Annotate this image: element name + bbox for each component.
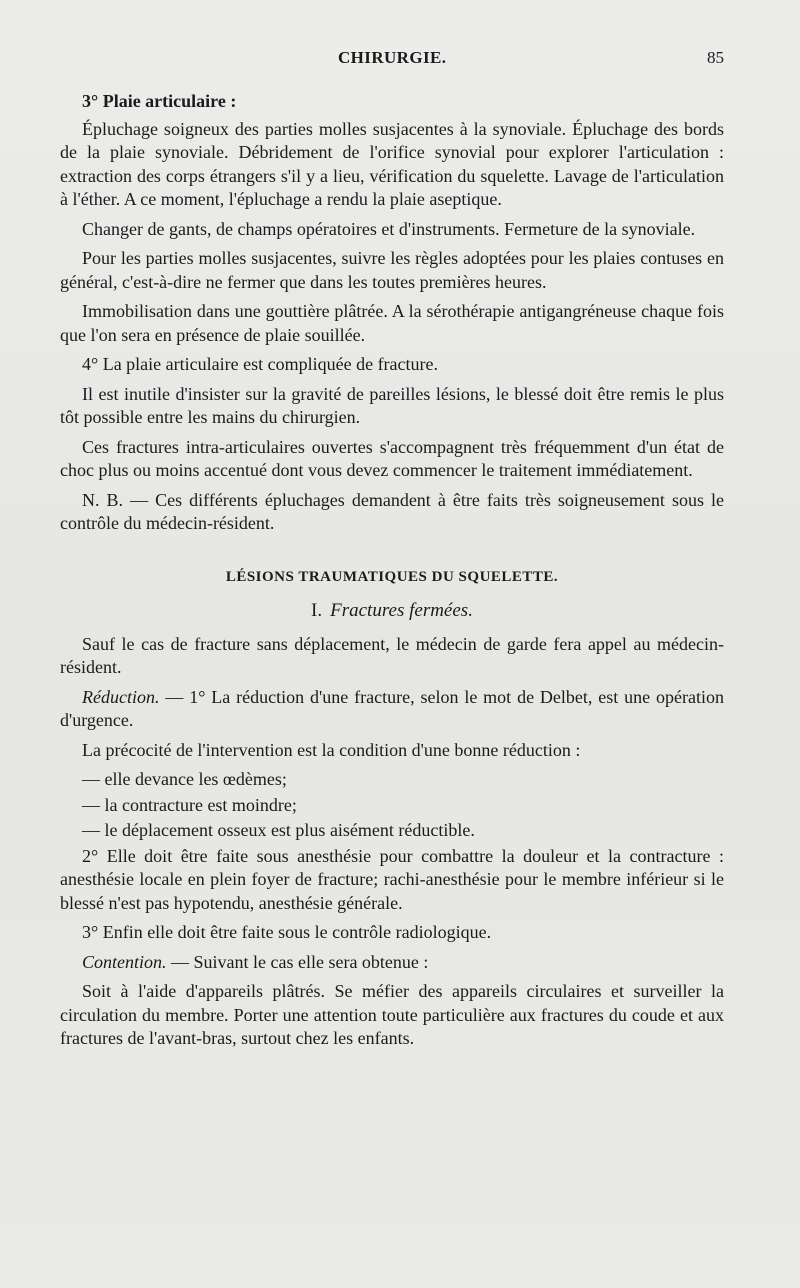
paragraph: Épluchage soigneux des parties molles susjacentes à la synoviale. Épluchage des bords de la plaie synoviale. Débridement de l'orifice synovial pour explorer l'articulation : extraction des corps étrangers s'il y a lieu, vérification du squelette. Lavage de l'articulation à l'éther. A ce moment, l'épluchage a rendu la plaie aseptique. bbox=[60, 118, 724, 209]
page-number: 85 bbox=[707, 48, 724, 67]
subsection-text: Fractures fermées. bbox=[330, 600, 473, 621]
paragraph: 2° Elle doit être faite sous anesthésie pour combattre la douleur et la contracture : anesthésie locale en plein foyer de fracture; rachi-anesthésie pour le membre inférieur si le blessé n'est pas hypotendu, anesthésie générale. bbox=[60, 845, 724, 913]
reduction-text: — 1° La réduction d'une fracture, selon le mot de Delbet, est une opération d'urgence. bbox=[60, 686, 724, 730]
heading-fracture-complication: 4° La plaie articulaire est compliquée de fracture. bbox=[82, 354, 439, 374]
running-head: CHIRURGIE. bbox=[338, 48, 447, 67]
paragraph: Ces fractures intra-articulaires ouvertes s'accompagnent très fréquemment d'un état de choc plus ou moins accentué dont vous devez commencer le traitement immédiatement. bbox=[60, 436, 724, 480]
subsection-number: I. bbox=[311, 600, 323, 621]
subsection-title bbox=[60, 599, 724, 623]
reduction-label: Réduction. bbox=[82, 686, 160, 707]
note-nb: N. B. — Ces différents épluchages demandent à être faits très soigneusement sous le contrôle du médecin-résident. bbox=[60, 489, 724, 533]
paragraph: Immobilisation dans une gouttière plâtrée. A la sérothérapie antigangréneuse chaque fois que l'on sera en présence de plaie souillée. bbox=[60, 301, 724, 345]
reduction-paragraph bbox=[60, 686, 724, 733]
paragraph: La précocité de l'intervention est la condition d'une bonne réduction : bbox=[82, 739, 581, 760]
contention-label: Contention. bbox=[82, 951, 167, 972]
list-item: — elle devance les œdèmes; bbox=[82, 769, 287, 789]
paragraph: Changer de gants, de champs opératoires et d'instruments. Fermeture de la synoviale. bbox=[82, 218, 696, 239]
heading-plaie-articulaire: 3° Plaie articulaire : bbox=[82, 91, 237, 111]
contention-text: — Suivant le cas elle sera obtenue : bbox=[166, 951, 429, 972]
page-header bbox=[56, 48, 724, 74]
list-item: — la contracture est moindre; bbox=[82, 794, 297, 815]
section-title: LÉSIONS TRAUMATIQUES DU SQUELETTE. bbox=[225, 568, 559, 585]
paragraph: Pour les parties molles susjacentes, suivre les règles adoptées pour les plaies contuses en général, c'est-à-dire ne fermer que dans les toutes premières heures. bbox=[60, 248, 724, 292]
paragraph: Il est inutile d'insister sur la gravité de pareilles lésions, le blessé doit être remis le plus tôt possible entre les mains du chirurgien. bbox=[60, 383, 724, 427]
section-spacer bbox=[60, 542, 724, 566]
paragraph: Soit à l'aide d'appareils plâtrés. Se méfier des appareils circulaires et surveiller la circulation du membre. Porter une attention toute particulière aux fractures du coude et aux fractures de l'avant-bras, surtout chez les enfants. bbox=[60, 981, 724, 1048]
paragraph: 3° Enfin elle doit être faite sous le contrôle radiologique. bbox=[82, 922, 492, 942]
paragraph: Sauf le cas de fracture sans déplacement, le médecin de garde fera appel au médecin-résident. bbox=[60, 633, 724, 677]
list-item: — le déplacement osseux est plus aisément réductible. bbox=[82, 820, 475, 840]
contention-paragraph bbox=[60, 951, 724, 975]
page-body bbox=[60, 90, 724, 1057]
